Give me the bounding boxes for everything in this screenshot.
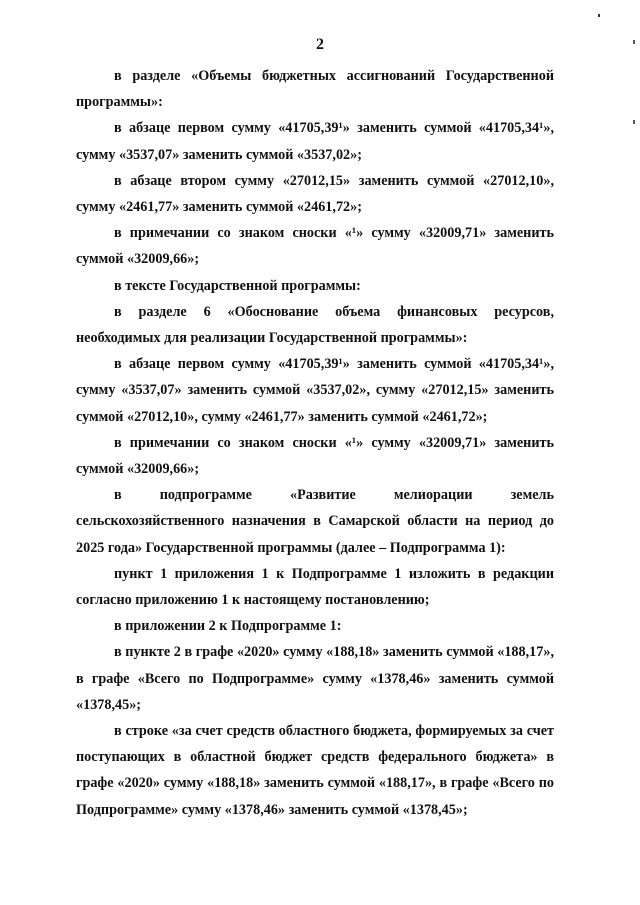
paragraph: в разделе 6 «Обоснование объема финансовых ресурсов, необходимых для реализации Государственной программы»: bbox=[76, 303, 554, 347]
paragraph: в абзаце первом сумму «41705,39¹» заменить суммой «41705,34¹», сумму «3537,07» заменить суммой «3537,02», сумму «27012,15» заменить суммой «27012,10», сумму «2461,77» заменить суммой «2461,72»; bbox=[76, 356, 554, 425]
paragraph: в примечании со знаком сноски «¹» сумму «32009,71» заменить суммой «32009,66»; bbox=[76, 225, 554, 268]
paragraph: в строке «за счет средств областного бюджета, формируемых за счет поступающих в областной бюджет средств федерального бюджета» в графе «2020» сумму «188,18» заменить суммой «188,17», в графе «Всего по Подпрограмме» сумму «1378,46» заменить суммой «1378,45»; bbox=[76, 723, 554, 818]
paragraph: в абзаце первом сумму «41705,39¹» заменить суммой «41705,34¹», сумму «3537,07» заменить суммой «3537,02»; bbox=[76, 120, 554, 163]
paragraph: в разделе «Объемы бюджетных ассигнований Государственной программы»: bbox=[76, 68, 554, 111]
paragraph: в пункте 2 в графе «2020» сумму «188,18» заменить суммой «188,17», в графе «Всего по Подпрограмме» сумму «1378,46» заменить суммой «1378,45»; bbox=[76, 644, 554, 713]
paragraph: в приложении 2 к Подпрограмме 1: bbox=[114, 618, 342, 635]
paragraph: в примечании со знаком сноски «¹» сумму «32009,71» заменить суммой «32009,66»; bbox=[76, 434, 554, 478]
paragraph: в абзаце втором сумму «27012,15» заменить суммой «27012,10», сумму «2461,77» заменить суммой «2461,72»; bbox=[76, 172, 554, 216]
document-body bbox=[76, 63, 554, 823]
paragraph: пункт 1 приложения 1 к Подпрограмме 1 изложить в редакции согласно приложению 1 к настоящему постановлению; bbox=[76, 565, 554, 609]
page-number: 2 bbox=[316, 36, 324, 53]
scan-mark bbox=[598, 14, 600, 17]
paragraph: в подпрограмме «Развитие мелиорации земель сельскохозяйственного назначения в Самарской области на период до 2025 года» Государственной программы (далее – Подпрограмма 1): bbox=[76, 487, 554, 556]
paragraph: в тексте Государственной программы: bbox=[114, 277, 361, 294]
scan-mark bbox=[633, 120, 635, 124]
